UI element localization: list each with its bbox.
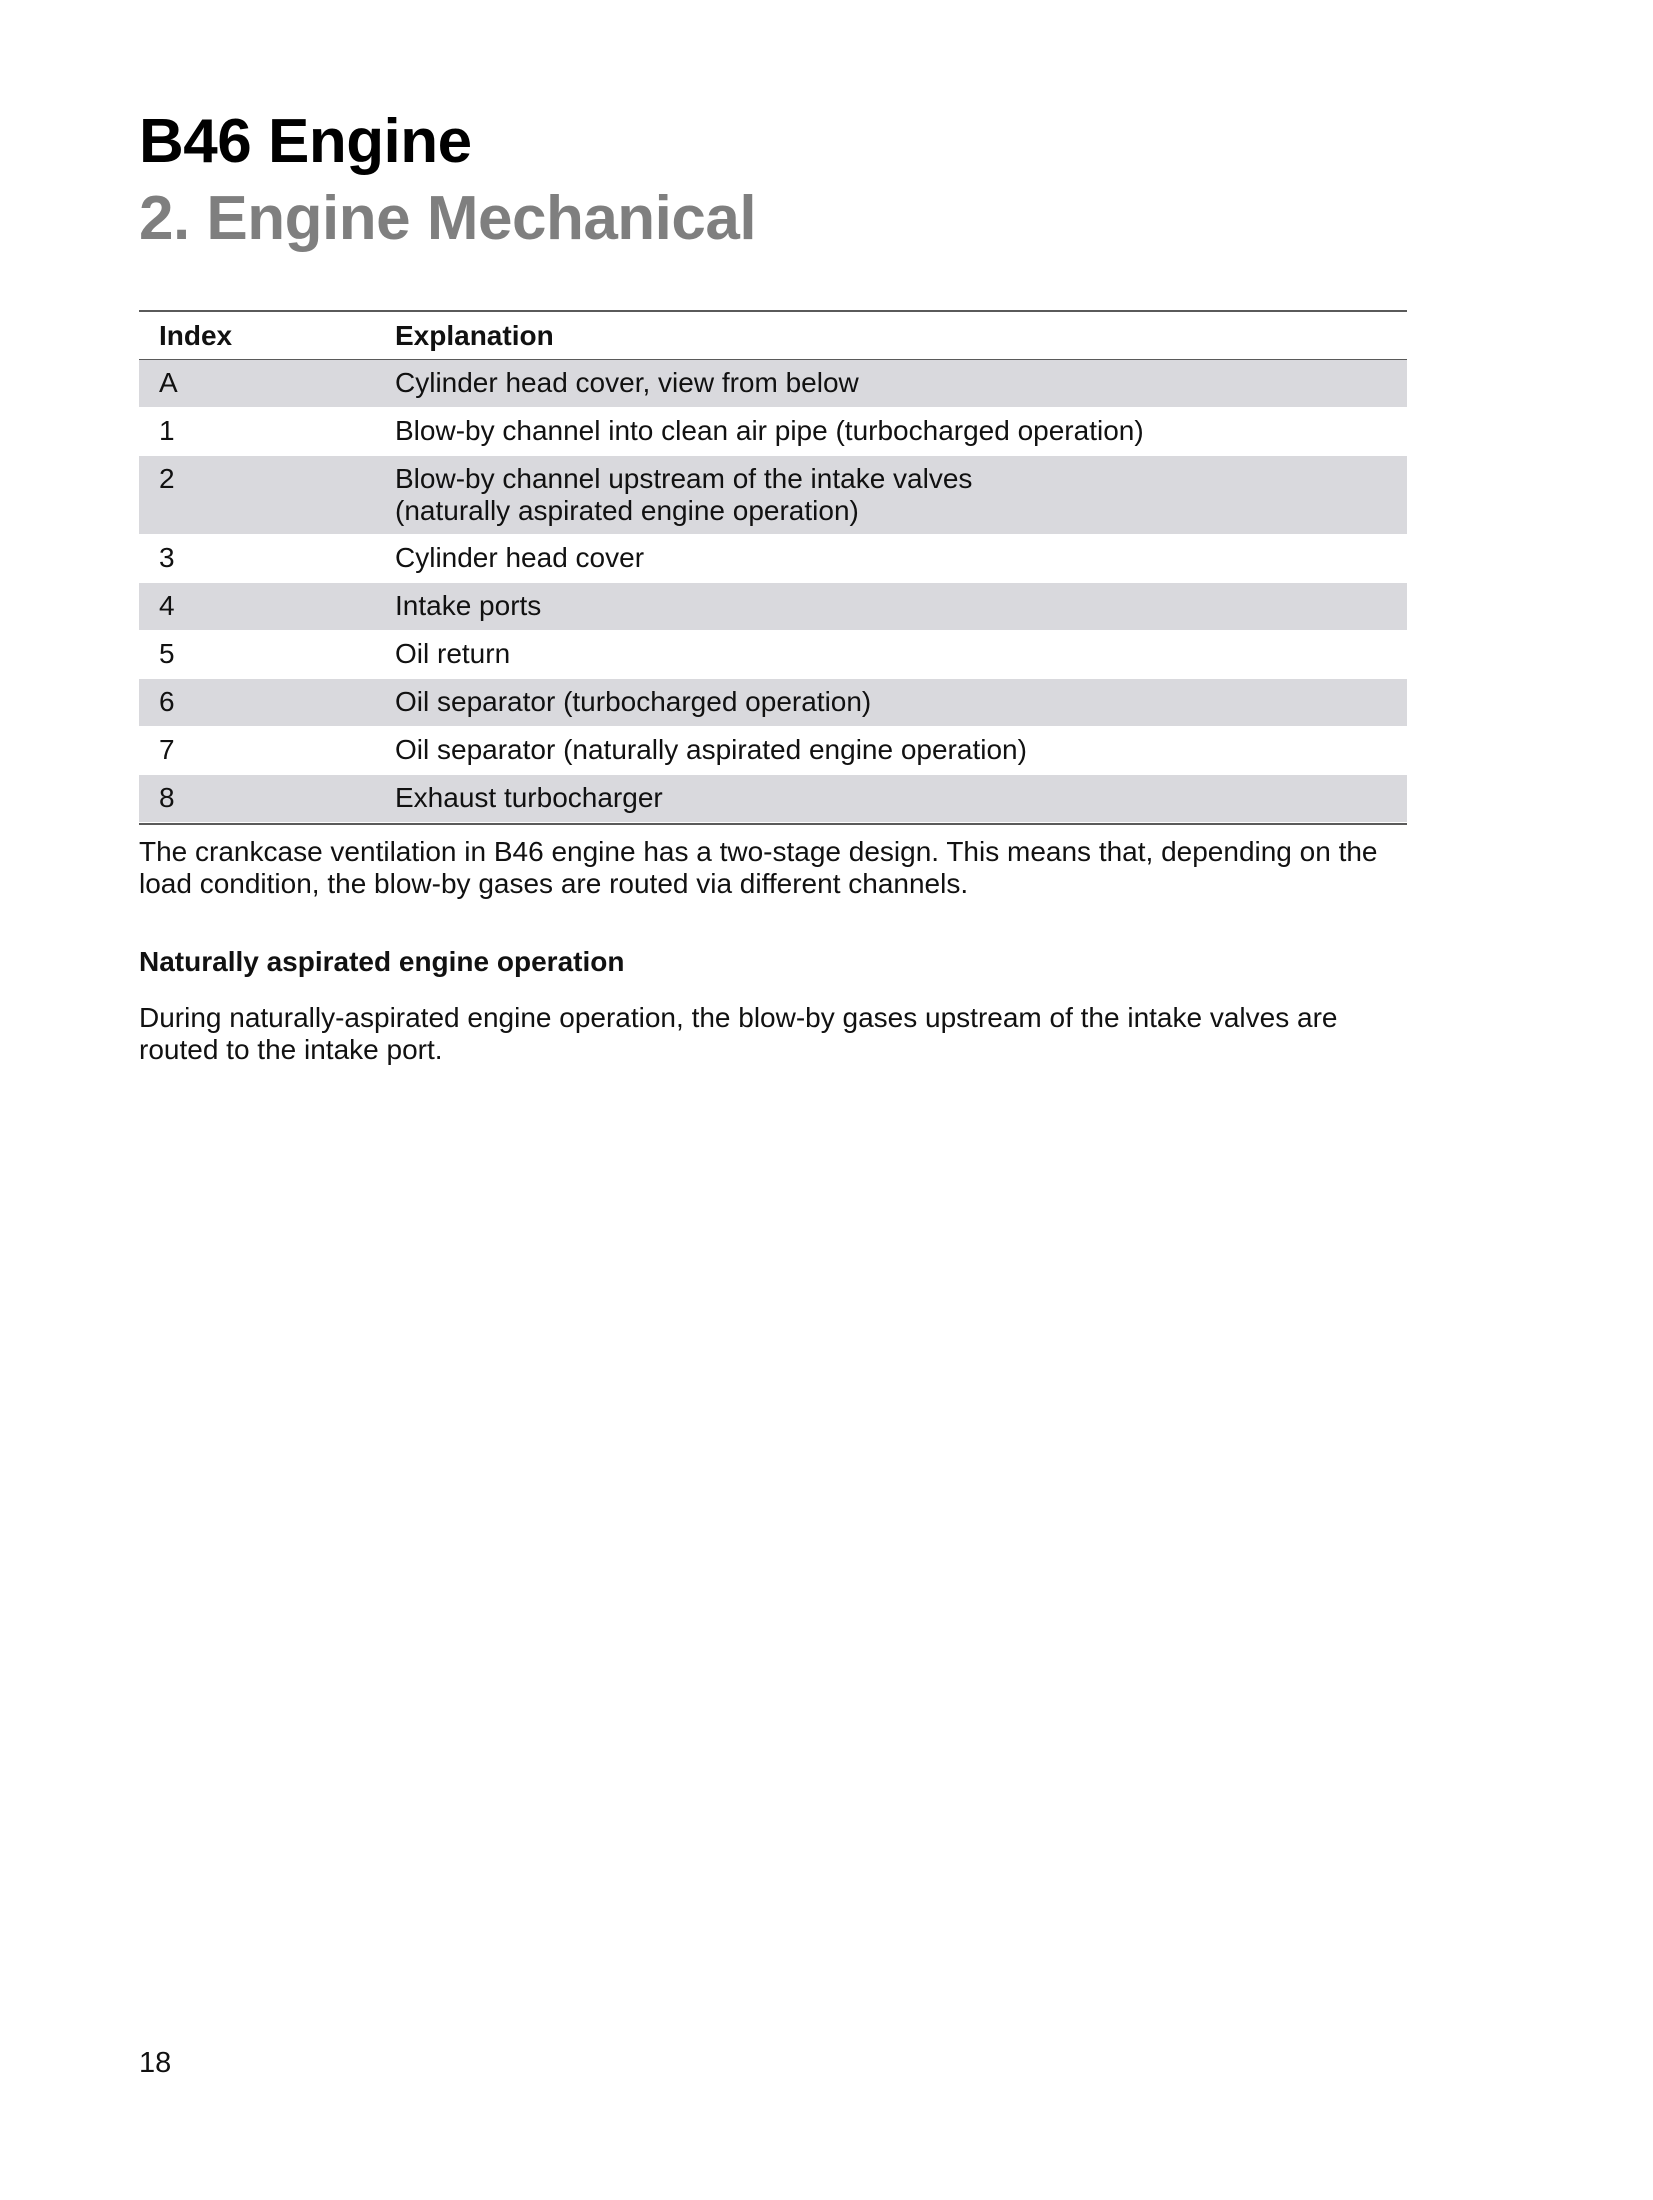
row-index: 5 [159,638,175,669]
row-index: 2 [159,463,175,494]
column-header-explanation: Explanation [395,319,554,351]
page-number: 18 [139,2047,172,2079]
row-explanation: Oil separator (naturally aspirated engine operation) [395,734,1027,765]
row-explanation: Cylinder head cover, view from below [395,367,859,398]
row-index: 4 [159,590,175,621]
table-row [139,456,1407,535]
row-index: 8 [159,782,175,813]
row-explanation: Exhaust turbocharger [395,782,663,813]
legend-table [139,310,1407,825]
table-row [139,583,1407,631]
table-row [139,775,1407,823]
row-index: 1 [159,415,175,446]
table-header-row [139,312,1407,360]
column-header-index: Index [159,319,233,351]
table-row [139,679,1407,727]
table-row [139,535,1407,583]
table-row [139,727,1407,775]
section-paragraph: During naturally-aspirated engine operation, the blow-by gases upstream of the intake valves are routed to the intake port. [139,1002,1338,1065]
table-row [139,631,1407,679]
row-explanation: Cylinder head cover [395,542,645,573]
row-index: 3 [159,542,175,573]
row-explanation: Intake ports [395,590,542,621]
chapter-title: 2. Engine Mechanical [139,184,757,253]
section-heading: Naturally aspirated engine operation [139,946,625,977]
row-index: A [159,367,178,398]
row-explanation: Blow-by channel into clean air pipe (turbocharged operation) [395,415,1144,446]
intro-paragraph: The crankcase ventilation in B46 engine has a two-stage design. This means that, depending on the load condition, the blow-by gases are routed via different channels. [139,836,1378,899]
row-explanation: Blow-by channel upstream of the intake valves (naturally aspirated engine operation) [395,463,973,526]
row-explanation: Oil separator (turbocharged operation) [395,686,872,717]
row-index: 7 [159,734,175,765]
page-title: B46 Engine [139,107,472,176]
row-explanation: Oil return [395,638,511,669]
row-index: 6 [159,686,175,717]
table-row [139,408,1407,456]
table-row [139,360,1407,408]
